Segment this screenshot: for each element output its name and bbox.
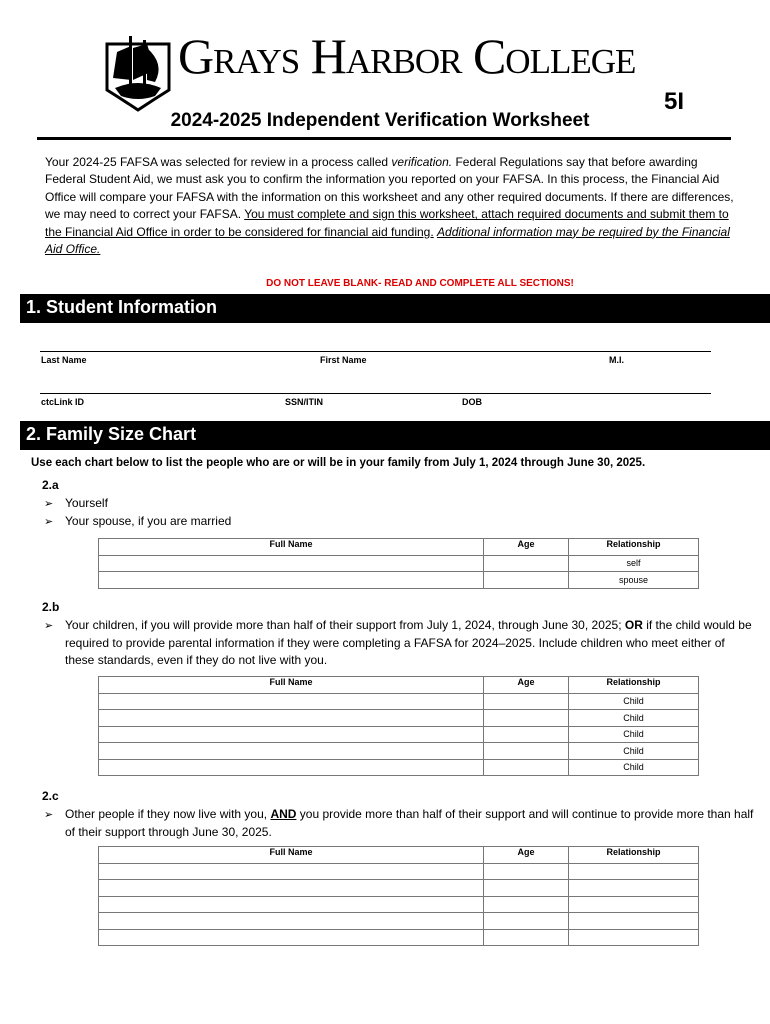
relationship-cell: Child bbox=[569, 743, 699, 760]
age-cell[interactable] bbox=[484, 693, 569, 710]
col-full-name: Full Name bbox=[99, 677, 484, 694]
others-text-2: you provide more than half of their support and will continue to provide more than half of their support through June 30, 2025. bbox=[65, 807, 754, 839]
intro-verification: verification. bbox=[391, 155, 453, 169]
name-cell[interactable] bbox=[99, 929, 484, 946]
relationship-cell: Child bbox=[569, 726, 699, 743]
col-full-name: Full Name bbox=[99, 539, 484, 556]
name-cell[interactable] bbox=[99, 743, 484, 760]
table-row bbox=[99, 759, 699, 776]
table-row bbox=[99, 693, 699, 710]
age-cell[interactable] bbox=[484, 880, 569, 897]
name-cell[interactable] bbox=[99, 710, 484, 727]
col-age: Age bbox=[484, 847, 569, 864]
relationship-cell: spouse bbox=[569, 572, 699, 589]
age-cell[interactable] bbox=[484, 896, 569, 913]
first-name-label: First Name bbox=[320, 355, 367, 365]
and-emphasis: AND bbox=[270, 807, 297, 821]
col-relationship: Relationship bbox=[569, 847, 699, 864]
name-cell[interactable] bbox=[99, 759, 484, 776]
table-row bbox=[99, 726, 699, 743]
name-cell[interactable] bbox=[99, 896, 484, 913]
subsection-2c-label: 2.c bbox=[42, 789, 59, 803]
table-row bbox=[99, 743, 699, 760]
others-text-1: Other people if they now live with you, bbox=[65, 807, 271, 821]
dob-label: DOB bbox=[462, 397, 482, 407]
col-full-name: Full Name bbox=[99, 847, 484, 864]
college-logo-ship-icon bbox=[103, 30, 173, 112]
arrow-bullet-icon: ➢ bbox=[44, 498, 54, 510]
relationship-cell: self bbox=[569, 555, 699, 572]
relationship-cell[interactable] bbox=[569, 929, 699, 946]
name-cell[interactable] bbox=[99, 913, 484, 930]
page-title: 2024-2025 Independent Verification Worksheet bbox=[170, 110, 590, 131]
ctclink-label: ctcLink ID bbox=[41, 397, 85, 407]
children-text-1: Your children, if you will provide more than half of their support from July 1, 2024, through June 30, 2025; bbox=[65, 618, 625, 632]
mi-label: M.I. bbox=[609, 355, 624, 365]
arrow-bullet-icon: ➢ bbox=[44, 516, 54, 528]
intro-text: Federal Regulations say that before awarding Federal Student Aid, we must ask you to confirm the information you reported on your FAFSA. In this process, the Financial Aid Office will compare your FAFSA with the information on this worksheet and any other required documents. If there are differences, we may need to correct your FAFSA. bbox=[45, 155, 734, 222]
col-relationship: Relationship bbox=[569, 677, 699, 694]
relationship-cell: Child bbox=[569, 693, 699, 710]
age-cell[interactable] bbox=[484, 929, 569, 946]
title-rule bbox=[37, 137, 731, 140]
arrow-bullet-icon: ➢ bbox=[44, 620, 54, 632]
age-cell[interactable] bbox=[484, 710, 569, 727]
age-cell[interactable] bbox=[484, 726, 569, 743]
col-relationship: Relationship bbox=[569, 539, 699, 556]
section-1-heading: 1. Student Information bbox=[20, 294, 770, 323]
id-line[interactable] bbox=[40, 393, 711, 394]
age-cell[interactable] bbox=[484, 572, 569, 589]
age-cell[interactable] bbox=[484, 863, 569, 880]
age-cell[interactable] bbox=[484, 555, 569, 572]
children-text bbox=[65, 617, 755, 670]
or-emphasis: OR bbox=[624, 618, 643, 632]
bullet-yourself: Yourself bbox=[65, 496, 108, 510]
col-age: Age bbox=[484, 677, 569, 694]
name-cell[interactable] bbox=[99, 726, 484, 743]
bullet-spouse: Your spouse, if you are married bbox=[65, 514, 232, 528]
arrow-bullet-icon: ➢ bbox=[44, 809, 54, 821]
relationship-cell: Child bbox=[569, 759, 699, 776]
college-name-logo: Grays Harbor College bbox=[178, 28, 636, 84]
table-row bbox=[99, 896, 699, 913]
table-2c bbox=[98, 846, 699, 946]
relationship-cell[interactable] bbox=[569, 913, 699, 930]
name-cell[interactable] bbox=[99, 555, 484, 572]
relationship-cell[interactable] bbox=[569, 863, 699, 880]
name-cell[interactable] bbox=[99, 693, 484, 710]
col-age: Age bbox=[484, 539, 569, 556]
relationship-cell[interactable] bbox=[569, 896, 699, 913]
age-cell[interactable] bbox=[484, 759, 569, 776]
subsection-2a-label: 2.a bbox=[42, 478, 59, 492]
intro-additional: Additional information may be required by the Financial Aid Office. bbox=[45, 224, 730, 257]
table-row bbox=[99, 880, 699, 897]
ssn-label: SSN/ITIN bbox=[285, 397, 324, 407]
intro-text: Your 2024-25 FAFSA was selected for review in a process called bbox=[45, 155, 392, 169]
table-row bbox=[99, 572, 699, 589]
section-2-heading: 2. Family Size Chart bbox=[20, 421, 770, 450]
name-cell[interactable] bbox=[99, 880, 484, 897]
table-row bbox=[99, 555, 699, 572]
last-name-label: Last Name bbox=[41, 355, 87, 365]
age-cell[interactable] bbox=[484, 913, 569, 930]
table-2b bbox=[98, 676, 699, 776]
table-2a bbox=[98, 538, 699, 589]
name-cell[interactable] bbox=[99, 863, 484, 880]
relationship-cell: Child bbox=[569, 710, 699, 727]
table-row bbox=[99, 710, 699, 727]
subsection-2b-label: 2.b bbox=[42, 600, 60, 614]
family-instructions: Use each chart below to list the people who are or will be in your family from July 1, 2024 through June 30, 2025. bbox=[31, 457, 646, 469]
children-text-2: if the child would be required to provide parental information if they were completing a FAFSA for 2024–2025. Include children who meet either of these standards, even if they do not live with you. bbox=[65, 618, 752, 667]
relationship-cell[interactable] bbox=[569, 880, 699, 897]
others-text bbox=[65, 806, 755, 841]
form-code: 5I bbox=[664, 88, 685, 115]
table-row bbox=[99, 929, 699, 946]
table-row bbox=[99, 913, 699, 930]
name-cell[interactable] bbox=[99, 572, 484, 589]
warning-text: DO NOT LEAVE BLANK- READ AND COMPLETE ALL SECTIONS! bbox=[266, 278, 574, 289]
intro-requirement: You must complete and sign this worksheet, attach required documents and submit them to the Financial Aid Office in order to be considered for financial aid funding. bbox=[45, 207, 729, 239]
intro-paragraph bbox=[45, 154, 735, 258]
table-row bbox=[99, 863, 699, 880]
age-cell[interactable] bbox=[484, 743, 569, 760]
name-line[interactable] bbox=[40, 351, 711, 352]
